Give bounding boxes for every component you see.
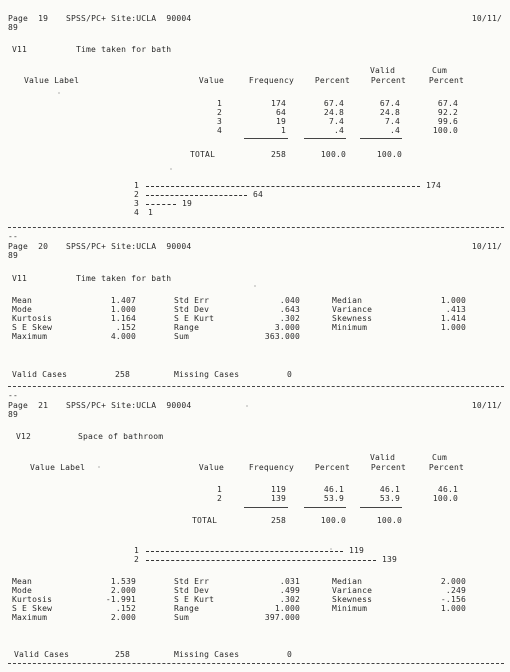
page-separator — [8, 227, 504, 228]
print-date: 10/11/ — [471, 401, 502, 410]
page-break-mark: -- — [8, 232, 19, 241]
stat-value: .499 — [279, 586, 300, 595]
stat-value: 2.000 — [110, 586, 136, 595]
row-cum-percent: 67.4 — [437, 99, 458, 108]
histogram-category: 1 — [134, 546, 140, 555]
stat-name: Std Dev — [174, 586, 210, 595]
scan-speck — [330, 548, 332, 550]
stat-value: 397.000 — [264, 613, 300, 622]
row-cum-percent: 100.0 — [432, 126, 458, 135]
row-frequency: 174 — [270, 99, 286, 108]
col-frequency: Frequency — [248, 463, 294, 472]
stat-name: S E Skew — [12, 604, 53, 613]
variable-label: Space of bathroom — [78, 432, 164, 441]
total-frequency: 258 — [270, 150, 286, 159]
stat-value: 1.414 — [440, 314, 466, 323]
histogram-bar — [146, 551, 343, 552]
missing-cases-label: Missing Cases — [174, 650, 240, 659]
row-cum-percent: 46.1 — [437, 485, 458, 494]
page-separator — [8, 386, 504, 387]
stat-value: 3.000 — [274, 323, 300, 332]
row-percent: 7.4 — [328, 117, 344, 126]
stat-name: Sum — [174, 613, 190, 622]
stat-name: Sum — [174, 332, 190, 341]
variable-code: V12 — [16, 432, 32, 441]
scan-speck — [246, 405, 248, 407]
histogram-count: 174 — [426, 181, 442, 190]
valid-cases-value: 258 — [114, 370, 130, 379]
variable-label: Time taken for bath — [76, 274, 172, 283]
row-value: 4 — [216, 126, 222, 135]
page-number: Page 19 — [8, 14, 49, 23]
col-cum-top: Cum — [432, 66, 448, 75]
missing-cases-value: 0 — [286, 650, 292, 659]
stat-value: .040 — [279, 296, 300, 305]
stat-name: Variance — [332, 305, 373, 314]
valid-cases-label: Valid Cases — [14, 650, 70, 659]
histogram-bar — [146, 195, 247, 196]
row-valid-percent: 24.8 — [379, 108, 400, 117]
row-cum-percent: 100.0 — [432, 494, 458, 503]
row-value: 1 — [216, 485, 222, 494]
row-frequency: 19 — [275, 117, 286, 126]
stat-name: Range — [174, 323, 200, 332]
missing-cases-value: 0 — [286, 370, 292, 379]
histogram-count: 64 — [253, 190, 264, 199]
variable-label: Time taken for bath — [76, 45, 172, 54]
stat-name: Skewness — [332, 314, 373, 323]
stat-value: 1.164 — [110, 314, 136, 323]
stat-value: 4.000 — [110, 332, 136, 341]
total-rule — [360, 507, 402, 508]
stat-value: -1.991 — [105, 595, 136, 604]
stat-name: Median — [332, 296, 363, 305]
stat-name: Skewness — [332, 595, 373, 604]
row-valid-percent: .4 — [389, 126, 400, 135]
stat-value: .031 — [279, 577, 300, 586]
scan-speck — [254, 285, 256, 287]
histogram-bar — [146, 204, 176, 205]
stat-value: .413 — [445, 305, 466, 314]
stat-name: Median — [332, 577, 363, 586]
row-percent: .4 — [333, 126, 344, 135]
stat-value: .152 — [115, 323, 136, 332]
stat-name: Mode — [12, 586, 33, 595]
col-valid-percent: Percent — [370, 463, 406, 472]
stat-name: S E Kurt — [174, 314, 215, 323]
stat-name: Mean — [12, 296, 33, 305]
col-value: Value — [198, 463, 224, 472]
stat-value: 1.539 — [110, 577, 136, 586]
stat-value: .249 — [445, 586, 466, 595]
stat-value: .302 — [279, 595, 300, 604]
histogram-category: 2 — [134, 555, 140, 564]
row-valid-percent: 53.9 — [379, 494, 400, 503]
row-value: 2 — [216, 494, 222, 503]
row-cum-percent: 92.2 — [437, 108, 458, 117]
scan-speck — [98, 466, 100, 468]
stat-name: Variance — [332, 586, 373, 595]
stat-value: 1.000 — [440, 604, 466, 613]
stat-value: .152 — [115, 604, 136, 613]
histogram-category: 1 — [134, 181, 140, 190]
stat-value: 2.000 — [440, 577, 466, 586]
total-percent: 100.0 — [320, 516, 346, 525]
total-rule — [244, 138, 288, 139]
stat-name: Std Err — [174, 296, 210, 305]
variable-code: V11 — [12, 45, 28, 54]
print-date: 10/11/ — [471, 242, 502, 251]
col-value-label: Value Label — [24, 76, 80, 85]
stat-value: 1.407 — [110, 296, 136, 305]
stat-value: 1.000 — [110, 305, 136, 314]
col-cum-percent: Percent — [428, 463, 464, 472]
row-frequency: 119 — [270, 485, 286, 494]
histogram-category: 4 — [134, 208, 140, 217]
row-percent: 67.4 — [323, 99, 344, 108]
page-separator — [8, 663, 504, 664]
print-date: 10/11/ — [471, 14, 502, 23]
stat-name: Minimum — [332, 604, 368, 613]
col-cum-top: Cum — [432, 453, 448, 462]
print-year: 89 — [8, 410, 19, 419]
scan-speck — [58, 92, 60, 94]
print-year: 89 — [8, 23, 19, 32]
stat-name: Mode — [12, 305, 33, 314]
total-valid-percent: 100.0 — [376, 150, 402, 159]
page-number: Page 20 — [8, 242, 49, 251]
total-rule — [360, 138, 402, 139]
stat-name: S E Skew — [12, 323, 53, 332]
scan-speck — [170, 168, 172, 170]
histogram-count: 1 — [148, 208, 154, 217]
histogram-count: 19 — [182, 199, 193, 208]
page-number: Page 21 — [8, 401, 49, 410]
stat-name: Std Dev — [174, 305, 210, 314]
row-value: 3 — [216, 117, 222, 126]
total-frequency: 258 — [270, 516, 286, 525]
col-value-label: Value Label — [30, 463, 86, 472]
stat-name: Maximum — [12, 332, 48, 341]
histogram-count: 119 — [349, 546, 365, 555]
page-break-mark: -- — [8, 391, 19, 400]
stat-value: 1.000 — [440, 296, 466, 305]
row-valid-percent: 46.1 — [379, 485, 400, 494]
system-site: SPSS/PC+ Site:UCLA 90004 — [66, 14, 192, 23]
row-frequency: 1 — [280, 126, 286, 135]
stat-value: 363.000 — [264, 332, 300, 341]
histogram-category: 3 — [134, 199, 140, 208]
print-year: 89 — [8, 251, 19, 260]
col-frequency: Frequency — [248, 76, 294, 85]
row-frequency: 64 — [275, 108, 286, 117]
stat-value: 1.000 — [274, 604, 300, 613]
total-label: TOTAL — [190, 150, 216, 159]
row-frequency: 139 — [270, 494, 286, 503]
stat-name: Kurtosis — [12, 595, 53, 604]
stat-name: Minimum — [332, 323, 368, 332]
total-percent: 100.0 — [320, 150, 346, 159]
total-rule — [244, 507, 288, 508]
col-cum-percent: Percent — [428, 76, 464, 85]
variable-code: V11 — [12, 274, 28, 283]
row-percent: 46.1 — [323, 485, 344, 494]
col-percent: Percent — [314, 76, 350, 85]
row-valid-percent: 67.4 — [379, 99, 400, 108]
stat-value: 2.000 — [110, 613, 136, 622]
system-site: SPSS/PC+ Site:UCLA 90004 — [66, 401, 192, 410]
histogram-bar — [146, 186, 420, 187]
stat-value: .302 — [279, 314, 300, 323]
total-valid-percent: 100.0 — [376, 516, 402, 525]
col-value: Value — [198, 76, 224, 85]
col-valid-top: Valid — [370, 453, 396, 462]
row-value: 2 — [216, 108, 222, 117]
stat-name: Maximum — [12, 613, 48, 622]
stat-value: .643 — [279, 305, 300, 314]
col-valid-top: Valid — [370, 66, 396, 75]
histogram-category: 2 — [134, 190, 140, 199]
stat-name: Kurtosis — [12, 314, 53, 323]
stat-value: 1.000 — [440, 323, 466, 332]
stat-name: Mean — [12, 577, 33, 586]
total-label: TOTAL — [192, 516, 218, 525]
stat-name: S E Kurt — [174, 595, 215, 604]
system-site: SPSS/PC+ Site:UCLA 90004 — [66, 242, 192, 251]
total-rule — [304, 507, 346, 508]
row-percent: 24.8 — [323, 108, 344, 117]
total-rule — [304, 138, 346, 139]
stat-name: Std Err — [174, 577, 210, 586]
row-percent: 53.9 — [323, 494, 344, 503]
col-valid-percent: Percent — [370, 76, 406, 85]
col-percent: Percent — [314, 463, 350, 472]
row-value: 1 — [216, 99, 222, 108]
missing-cases-label: Missing Cases — [174, 370, 240, 379]
row-cum-percent: 99.6 — [437, 117, 458, 126]
stat-value: -.156 — [440, 595, 466, 604]
valid-cases-value: 258 — [114, 650, 130, 659]
valid-cases-label: Valid Cases — [12, 370, 68, 379]
row-valid-percent: 7.4 — [384, 117, 400, 126]
histogram-count: 139 — [382, 555, 398, 564]
histogram-bar — [146, 560, 376, 561]
stat-name: Range — [174, 604, 200, 613]
